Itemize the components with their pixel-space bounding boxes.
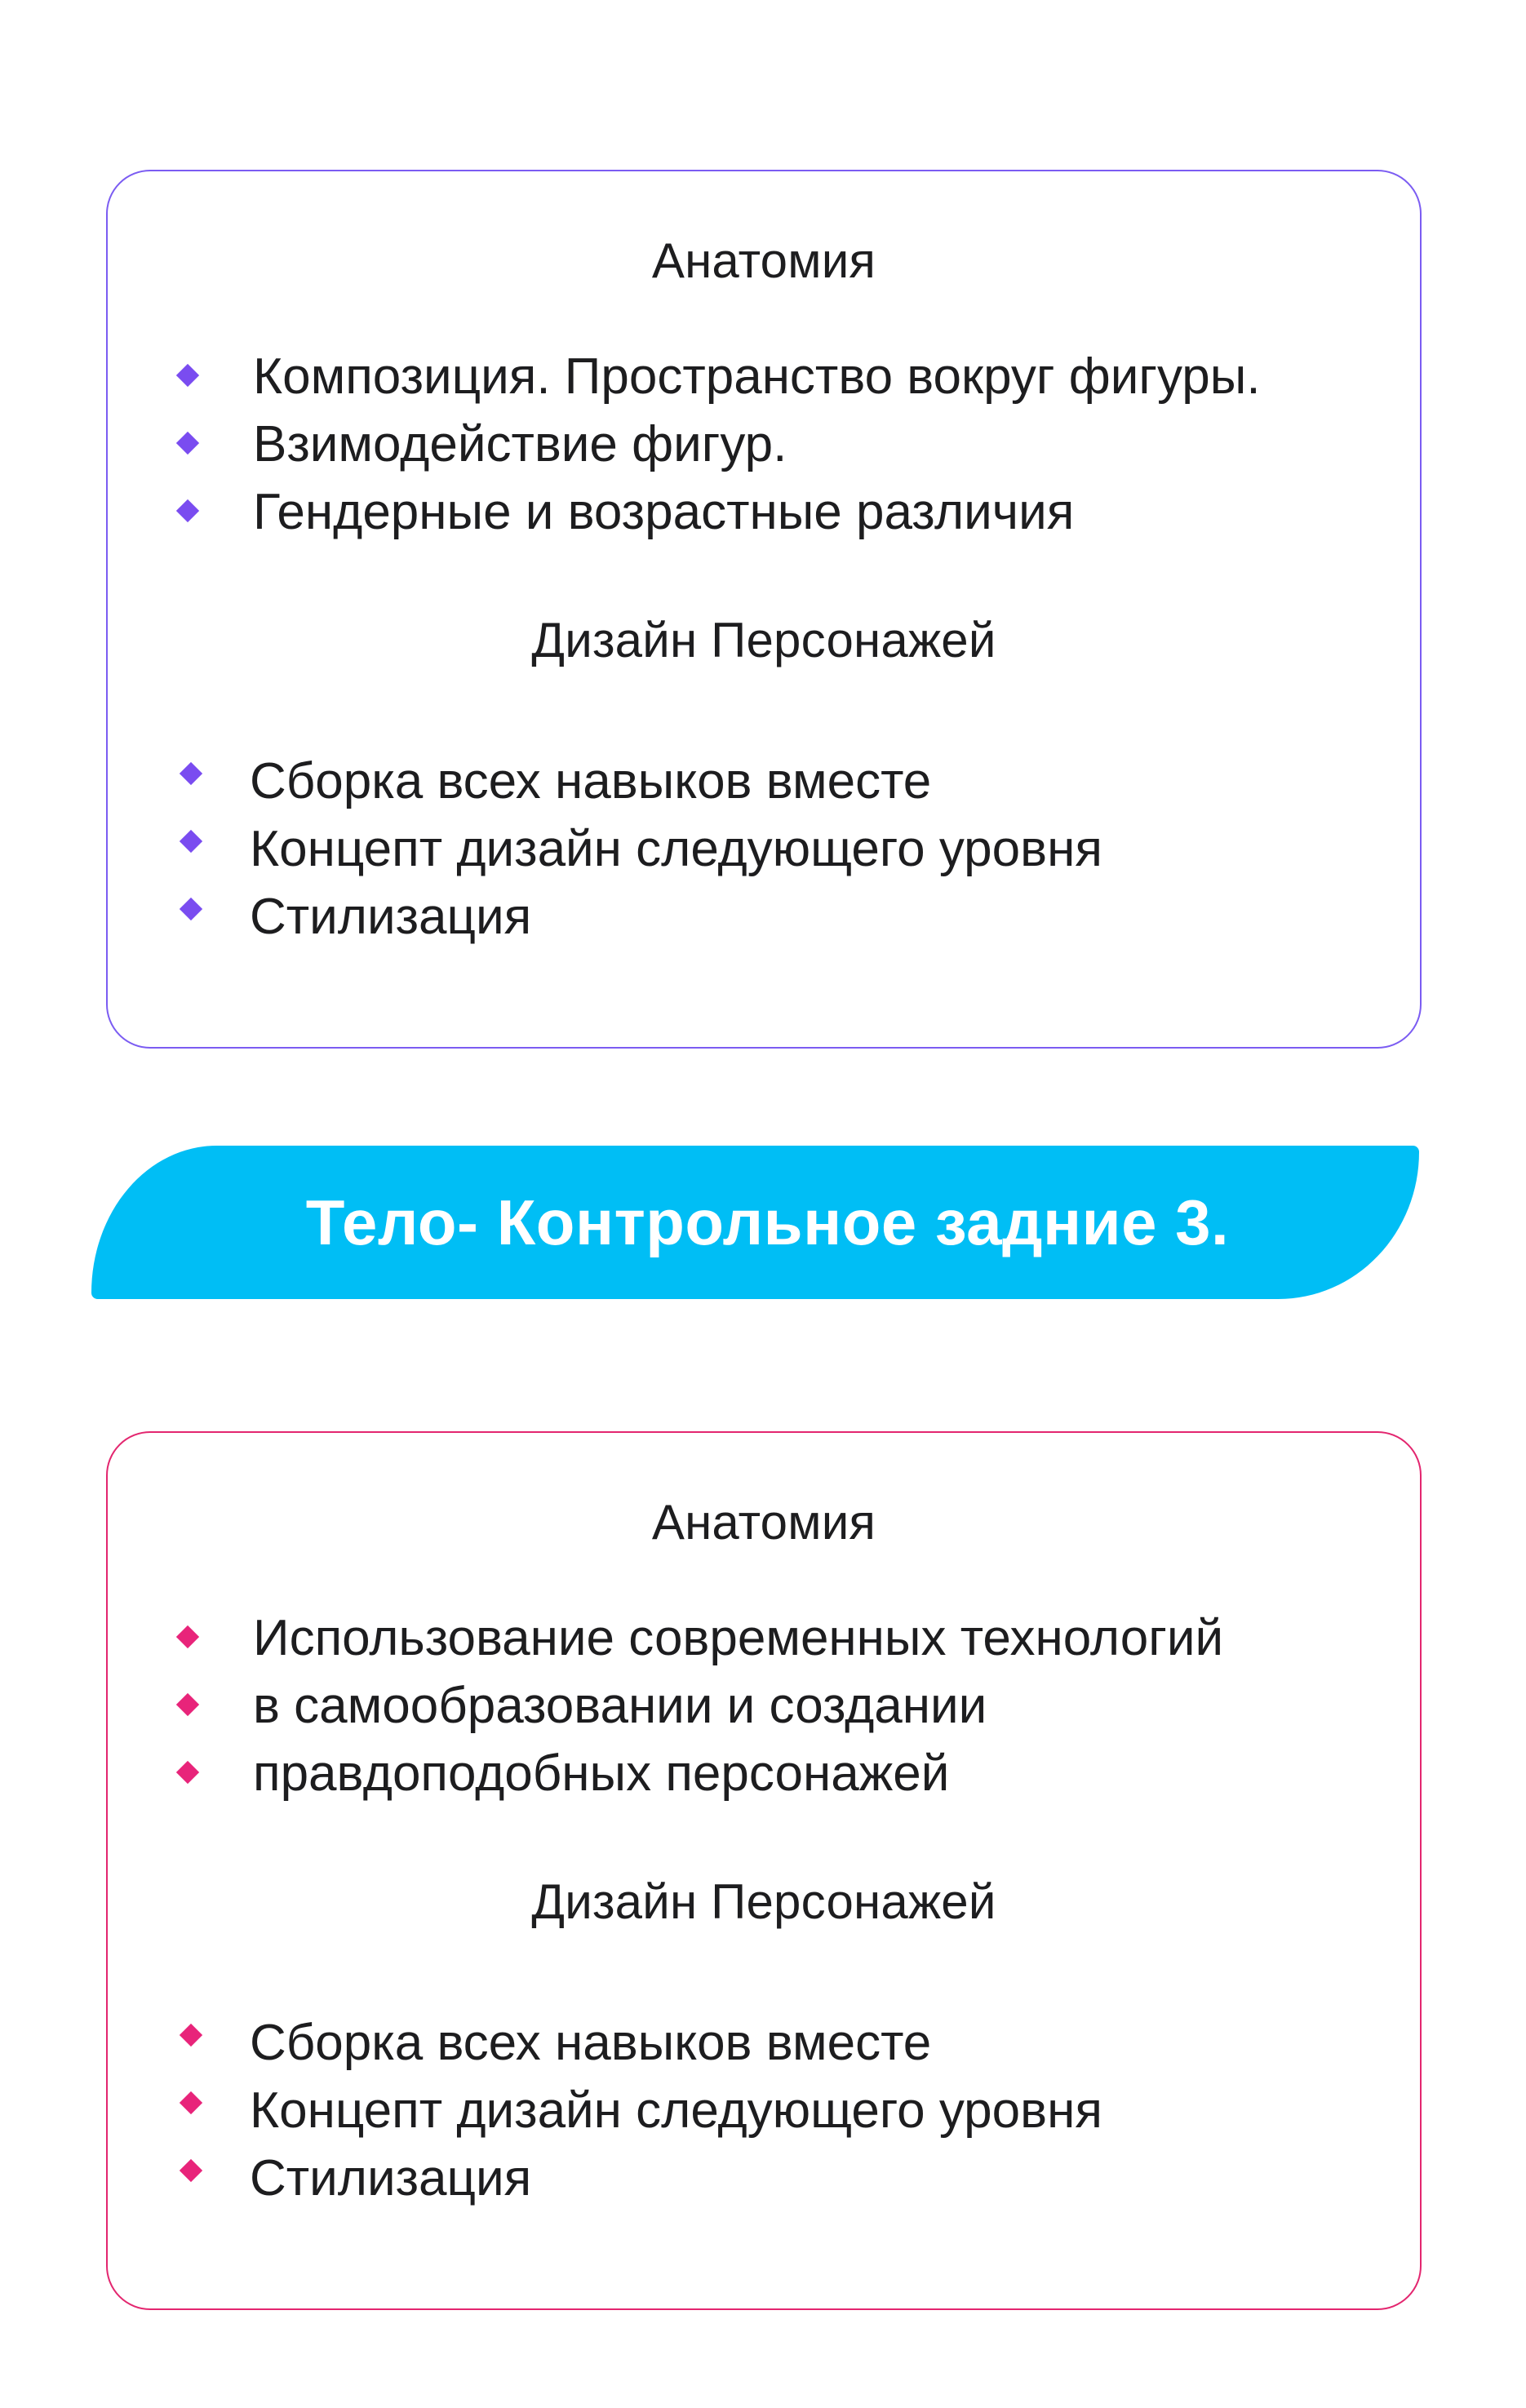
diamond-bullet-icon [176,364,199,387]
character-design-title: Дизайн Персонажей [531,613,996,667]
diamond-bullet-icon [180,762,202,785]
diamond-bullet-icon [180,830,202,853]
character-design-title: Дизайн Персонажей [531,1874,996,1929]
diamond-bullet-icon [176,499,199,522]
diamond-bullet-icon [180,2159,202,2182]
diamond-bullet-icon [180,898,202,920]
diamond-bullet-icon [176,1693,199,1716]
banner-title: Тело- Контрольное задние 3. [305,1186,1230,1258]
diamond-bullet-icon [176,1625,199,1648]
diamond-bullet-icon [176,1761,199,1784]
course-module-card-1: Анатомия Композиция. Пространство вокруг фигуры. Взимодействие фигур. Гендерные и возрастные различия Дизайн Персонажей Сборка всех навыков вместе Концепт дизайн следующего уровня Стилизация [106,170,1422,1049]
anatomy-title: Анатомия [651,1495,876,1550]
diamond-bullet-icon [176,432,199,455]
diamond-bullet-icon [180,2091,202,2114]
course-module-card-2: Анатомия Использование современных технологий в самообразовании и создании правдоподобных персонажей Дизайн Персонажей Сборка всех навыков вместе Концепт дизайн следующего уровня Стилизация [106,1431,1422,2310]
diamond-bullet-icon [180,2024,202,2047]
section-banner [91,1146,1419,1299]
anatomy-title: Анатомия [651,233,876,288]
